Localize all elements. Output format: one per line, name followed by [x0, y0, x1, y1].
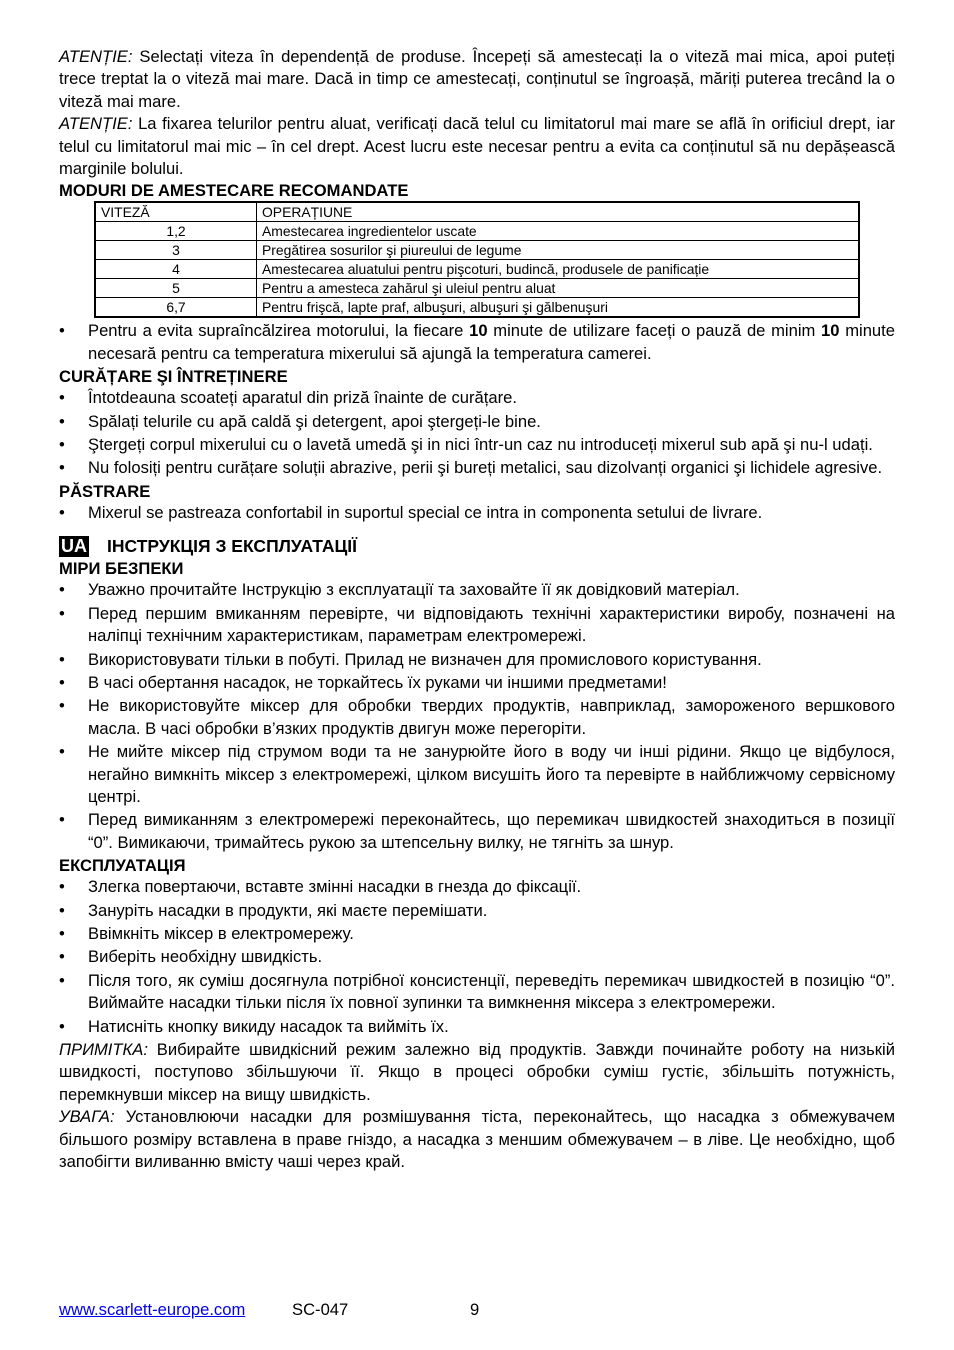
list-item: • Уважно прочитайте Інструкцію з експлуатації та заховайте її як довідковий матеріал. — [59, 579, 895, 601]
list-item: • Після того, як суміш досягнула потрібної консистенції, переведіть перемикач швидкостей в позицію “0”. Виймайте насадки тільки після їх повної зупинки та вимкнення міксера з електромережи. — [59, 970, 895, 1015]
ua-title: ІНСТРУКЦІЯ З ЕКСПЛУАТАЦІЇ — [107, 536, 357, 557]
table-row — [95, 279, 859, 298]
table-row — [95, 298, 859, 318]
list-item: • Întotdeauna scoateți aparatul din priză înainte de curățare. — [59, 387, 895, 409]
note-text: La fixarea telurilor pentru aluat, verificați dacă telul cu limitatorul mai mare se află în orificiul drept, iar telul cu limitatorul mai mic – în cel drept. Acest lucru este necesar pentru a evita ca conținutul să nu depășească marginile bolului. — [59, 114, 895, 179]
storage-list — [59, 502, 895, 524]
website-link[interactable]: www.scarlett-europe.com — [59, 1300, 246, 1319]
list-item: • Mixerul se pastreaza confortabil in suportul special ce intra in componenta setului de livrare. — [59, 502, 895, 524]
list-item: • Ştergeți corpul mixerului cu o lavetă umedă şi in nici într-un caz nu introduceți mixerul sub apă şi nu-l udați. — [59, 434, 895, 456]
list-item: • Не мийте міксер під струмом води та не занурюйте його в воду чи інші рідини. Якщо це відбулося, негайно вимкніть міксер з електромережі, цілком висушіть його та перевірте в найближчому сервісному центрі. — [59, 741, 895, 808]
footer-website — [59, 1300, 245, 1320]
safety-list — [59, 579, 895, 854]
list-item: • Натисніть кнопку викиду насадок та вийміть їх. — [59, 1016, 895, 1038]
language-badge: UA — [61, 535, 87, 556]
ro-note-speed — [59, 46, 895, 113]
bold-number: 10 — [821, 321, 840, 341]
operation-list — [59, 876, 895, 1038]
note-label: ПРИМІТКА: — [59, 1040, 148, 1059]
text-span: minute necesară pentru ca temperatura mixerului să ajungă la temperatura camerei. — [88, 321, 895, 363]
modes-heading: MODURI DE AMESTECARE RECOMANDATE — [59, 181, 409, 201]
warning-label: УВАГА: — [59, 1107, 115, 1127]
col-operation-header: OPERAȚIUNE — [257, 202, 860, 222]
note-label: ATENȚIE: — [59, 47, 133, 66]
speed-cell: 5 — [95, 279, 257, 298]
safety-heading: МІРИ БЕЗПЕКИ — [59, 559, 184, 579]
speed-modes-table — [94, 201, 860, 318]
operation-cell: Amestecarea ingredientelor uscate — [257, 222, 860, 241]
table-row — [95, 222, 859, 241]
operation-heading: ЕКСПЛУАТАЦІЯ — [59, 856, 186, 876]
footer-model: SC-047 — [292, 1300, 349, 1319]
ua-warning — [59, 1106, 895, 1173]
ro-note-beaters — [59, 113, 895, 180]
bold-number: 10 — [469, 321, 488, 341]
text-span: Pentru a evita supraîncălzirea motorului, la fiecare — [88, 321, 470, 341]
list-item: • Перед вимиканням з електромережі переконайтесь, що перемикач швидкостей знаходиться в позиції “0”. Вимикаючи, тримайтесь рукою за штепсельну вилку, не тягніть за шнур. — [59, 809, 895, 854]
text-span: minute de utilizare faceți o pauză de minim — [487, 321, 822, 341]
operation-cell: Amestecarea aluatului pentru pişcoturi, budincă, produsele de panificație — [257, 260, 860, 279]
warning-text: Установлюючи насадки для розмішування тіста, переконайтесь, що насадка з обмежувачем більшого розміру вставлена в праве гніздо, а насадка з меншим обмежувачем – в ліве. Це необхідно, щоб запобігти виливанню вмісту чаші через край. — [59, 1107, 895, 1172]
col-speed-header: VITEZĂ — [95, 202, 257, 222]
speed-cell: 3 — [95, 241, 257, 260]
table-row — [95, 260, 859, 279]
list-item: • Перед першим вмиканням перевірте, чи відповідають технічні характеристики виробу, позначені на наліпці технічним характеристикам, параметрам електромережі. — [59, 603, 895, 648]
ua-note — [59, 1039, 895, 1106]
list-item: • Виберіть необхідну швидкість. — [59, 946, 895, 968]
note-text: Вибирайте швидкісний режим залежно від продуктів. Завжди починайте роботу на низькій швидкості, поступово збільшуючи її. Якщо в процесі обробки суміш густіє, збільшіть потужність, перемкнувши міксер на вищу швидкість. — [59, 1040, 895, 1104]
list-item: • Nu folosiți pentru curățare soluții abrazive, perii şi bureți metalici, sau dizolvanți organici şi lichidele agresive. — [59, 457, 895, 479]
operation-cell: Pregătirea sosurilor şi piureului de legume — [257, 241, 860, 260]
operation-cell: Pentru frişcă, lapte praf, albuşuri, albuşuri şi gălbenuşuri — [257, 298, 860, 318]
list-item: • Spălați telurile cu apă caldă şi detergent, apoi ştergeți-le bine. — [59, 411, 895, 433]
note-label: ATENȚIE: — [59, 114, 133, 134]
cleaning-heading: CURĂȚARE ŞI ÎNTREȚINERE — [59, 367, 288, 387]
table-row — [95, 241, 859, 260]
speed-cell: 1,2 — [95, 222, 257, 241]
page-number: 9 — [470, 1300, 480, 1319]
list-item: • Ввімкніть міксер в електромережу. — [59, 923, 895, 945]
speed-cell: 4 — [95, 260, 257, 279]
list-item: • Використовувати тільки в побуті. Прилад не визначен для промислового користування. — [59, 649, 895, 671]
speed-cell: 6,7 — [95, 298, 257, 318]
list-item: • Злегка повертаючи, вставте змінні насадки в гнезда до фіксації. — [59, 876, 895, 898]
list-item: • В часі обертання насадок, не торкайтесь їх руками чи іншими предметами! — [59, 672, 895, 694]
cleaning-list — [59, 387, 895, 480]
list-item: • Зануріть насадки в продукти, які маєте перемішати. — [59, 900, 895, 922]
pause-list — [59, 320, 895, 365]
page-content — [59, 46, 895, 1173]
ua-section-title — [59, 534, 895, 558]
list-item — [59, 320, 895, 365]
list-item: • Не використовуйте міксер для обробки твердих продуктів, навприклад, замороженого вершкового масла. В часі обробки в’язких продуктів двигун може перегоріти. — [59, 695, 895, 740]
storage-heading: PĂSTRARE — [59, 481, 151, 501]
note-text: Selectați viteza în dependență de produse. Începeți să amestecați la o viteză mai mica, apoi puteți trece treptat la o viteză mai mare. Dacă in timp ce amestecați, conținutul se îngroașă, măriți puterea trecând la o viteză mai mare. — [59, 47, 895, 111]
table-header-row — [95, 202, 859, 222]
operation-cell: Pentru a amesteca zahărul şi uleiul pentru aluat — [257, 279, 860, 298]
